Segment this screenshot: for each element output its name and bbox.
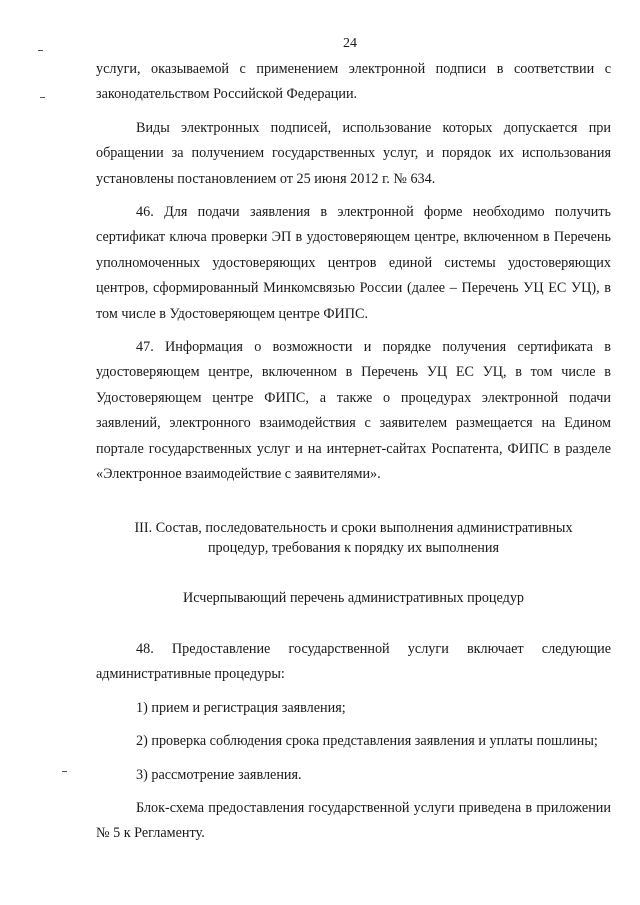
section-heading bbox=[96, 518, 611, 558]
document-body bbox=[96, 57, 611, 847]
section-heading-line-2: процедур, требования к порядку их выполнения bbox=[207, 539, 500, 556]
scan-mark bbox=[40, 97, 45, 98]
page-number: 24 bbox=[343, 36, 357, 51]
paragraph-48: 48. Предоставление государственной услуги включает следующие административные процедуры: bbox=[96, 640, 611, 683]
paragraph-47: 47. Информация о возможности и порядке получения сертификата в удостоверяющем центре, включенном в Перечень УЦ ЕС УЦ, в том числе в Удостоверяющем центре ФИПС, а также о процедурах электронной подачи заявлений, электронного взаимодействия с заявителем размещается на Едином портале государственных услуг и на интернет-сайтах Роспатента, ФИПС в разделе «Электронное взаимодействие с заявителями». bbox=[96, 339, 611, 483]
section-heading-line-1: III. Состав, последовательность и сроки выполнения административных bbox=[134, 519, 573, 536]
scan-mark bbox=[62, 771, 67, 772]
paragraph-46: 46. Для подачи заявления в электронной форме необходимо получить сертификат ключа проверки ЭП в удостоверяющем центре, включенном в Перечень уполномоченных удостоверяющих центров единой системы удостоверяющих центров, сформированный Минкомсвязью России (далее – Перечень УЦ ЕС УЦ), в том числе в Удостоверяющем центре ФИПС. bbox=[96, 204, 611, 322]
list-item: 2) проверка соблюдения срока представления заявления и уплаты пошлины; bbox=[136, 733, 598, 750]
list-item: 3) рассмотрение заявления. bbox=[136, 766, 302, 783]
paragraph-block-diagram: Блок-схема предоставления государственной услуги приведена в приложении № 5 к Регламенту. bbox=[96, 799, 611, 842]
subheading: Исчерпывающий перечень административных процедур bbox=[182, 589, 525, 606]
paragraph-continuation: услуги, оказываемой с применением электронной подписи в соответствии с законодательством Российской Федерации. bbox=[96, 61, 611, 103]
list-item: 1) прием и регистрация заявления; bbox=[136, 699, 346, 716]
scan-mark bbox=[38, 50, 43, 51]
paragraph-signature-types: Виды электронных подписей, использование которых допускается при обращении за получением государственных услуг, и порядок их использования установлены постановлением от 25 июня 2012 г. № 634. bbox=[96, 119, 611, 187]
